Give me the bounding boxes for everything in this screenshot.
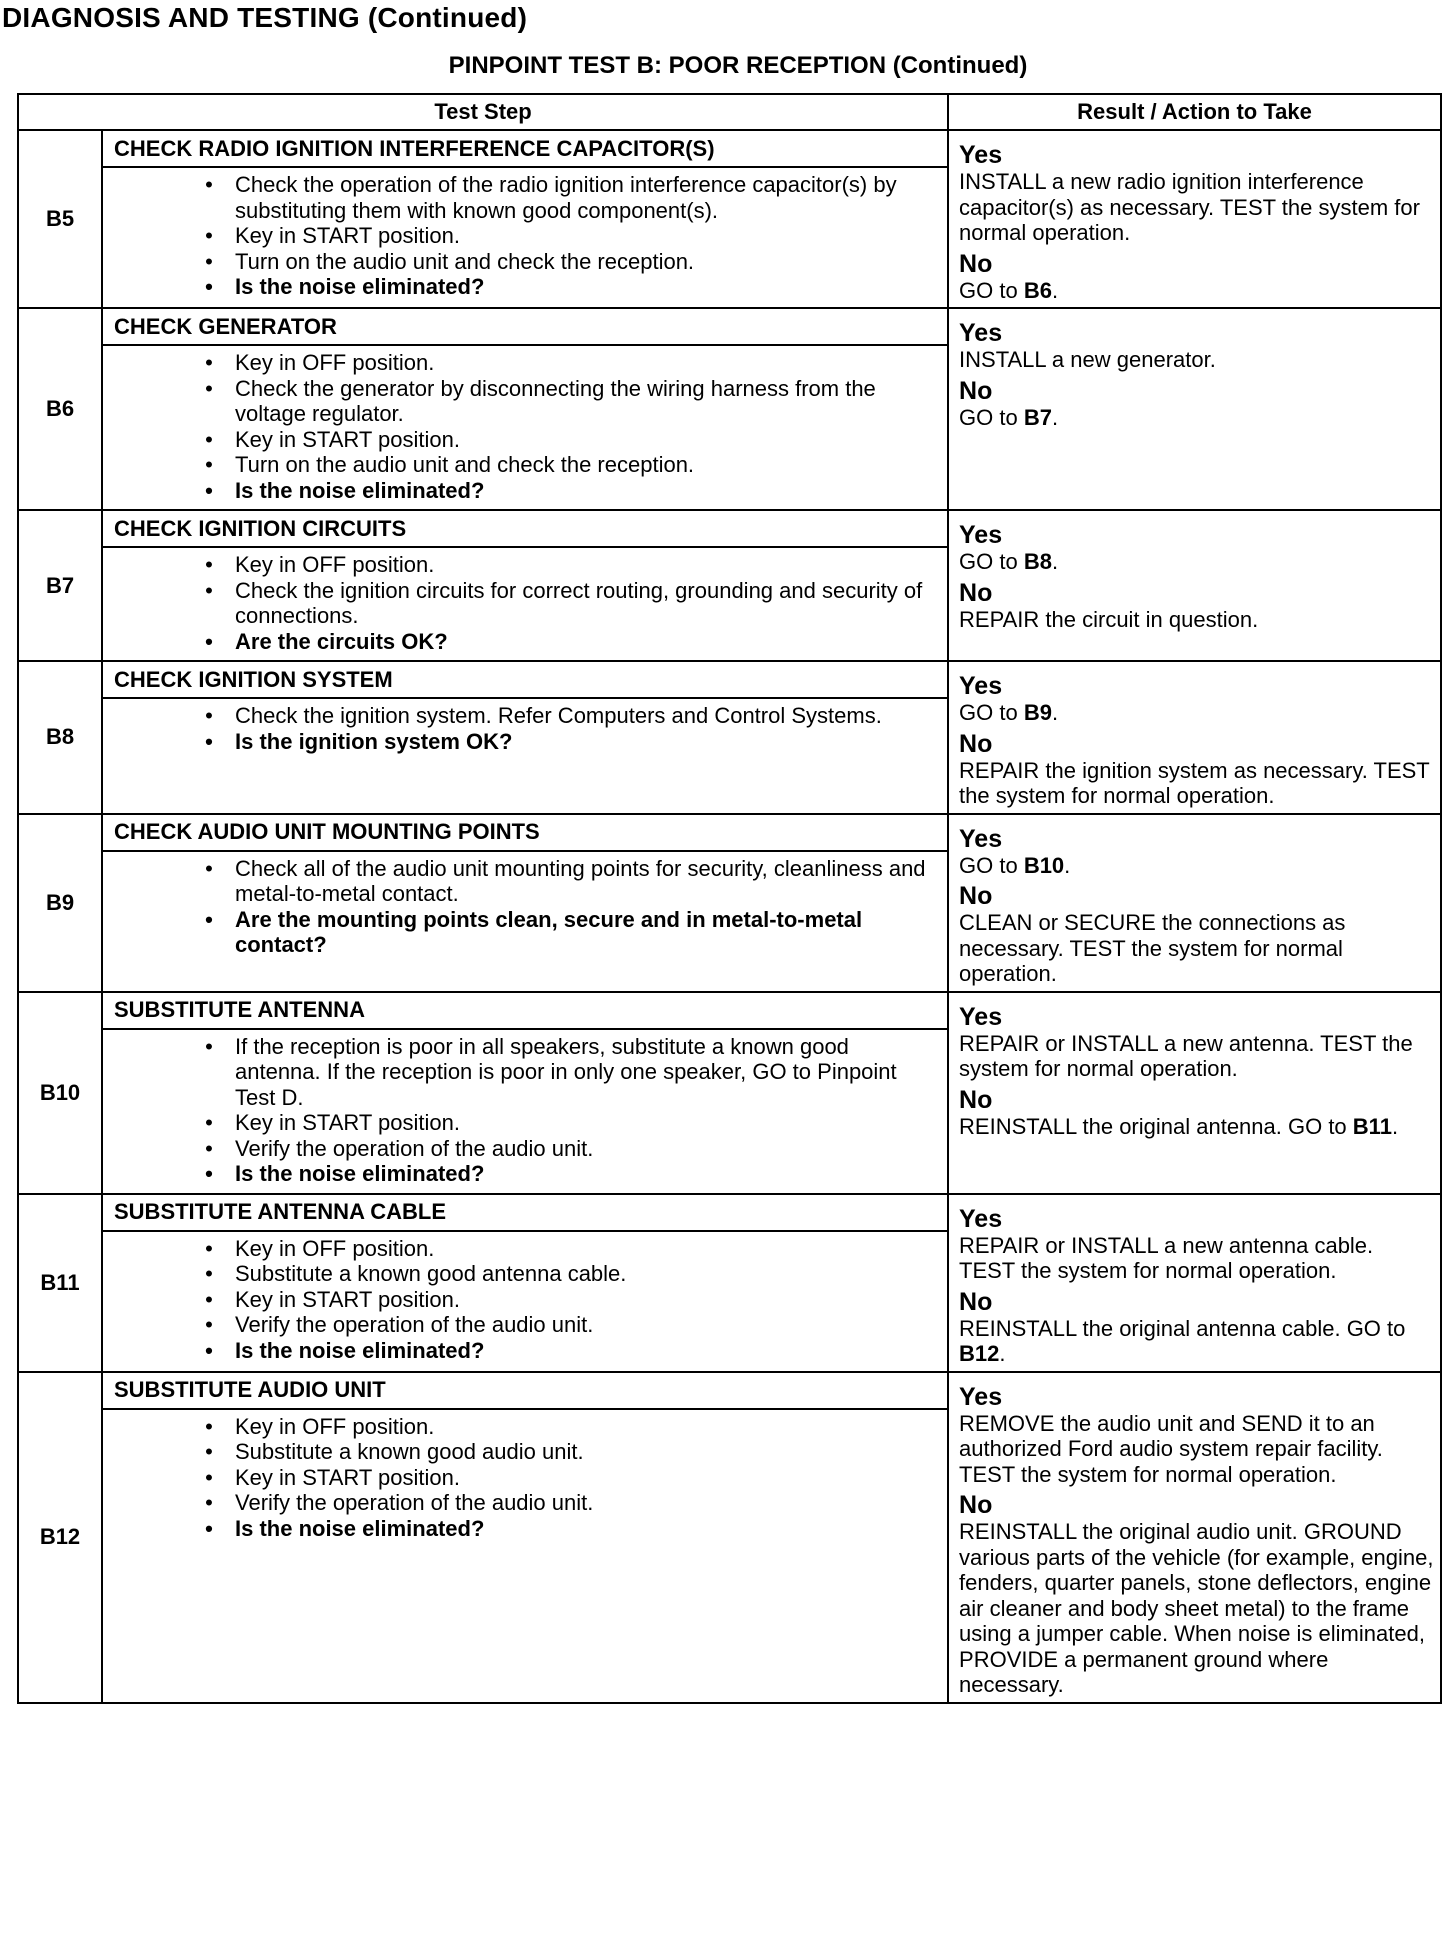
bullet-icon: • xyxy=(205,1464,213,1490)
no-label: No xyxy=(959,1085,993,1114)
yes-label: Yes xyxy=(959,319,1003,347)
instruction-text: Verify the operation of the audio unit. xyxy=(235,1312,594,1337)
action-text: CLEAN or SECURE the connections as necessary. TEST the system for normal operation. xyxy=(959,910,1346,986)
result-action-text xyxy=(959,1114,1434,1140)
bullet-icon: • xyxy=(205,1161,213,1186)
pinpoint-test-title: PINPOINT TEST B: POOR RECEPTION (Continued) xyxy=(448,52,1028,79)
instruction-item xyxy=(103,703,937,729)
instruction-item xyxy=(103,350,937,376)
step-title: SUBSTITUTE ANTENNA CABLE xyxy=(102,1194,948,1231)
step-instructions xyxy=(102,1231,948,1372)
step-id: B9 xyxy=(18,814,102,992)
instruction-text: Check the ignition system. Refer Computers and Control Systems. xyxy=(235,703,882,728)
instruction-item xyxy=(103,552,937,578)
yes-label: Yes xyxy=(959,521,1003,549)
result-cell xyxy=(948,1372,1441,1703)
instruction-item xyxy=(103,1465,937,1491)
result-action-text xyxy=(959,278,1434,304)
bullet-icon: • xyxy=(205,375,213,401)
action-text: . xyxy=(999,1341,1006,1366)
step-title: CHECK IGNITION CIRCUITS xyxy=(102,510,948,547)
instruction-item xyxy=(103,1490,937,1516)
instruction-list xyxy=(103,552,937,654)
bullet-icon: • xyxy=(205,350,213,375)
question-item xyxy=(103,478,937,504)
instruction-item xyxy=(103,1110,937,1136)
question-item xyxy=(103,1516,937,1542)
step-title-row xyxy=(18,1372,1441,1409)
instruction-list xyxy=(103,703,937,754)
result-cell xyxy=(948,992,1441,1194)
instruction-text: Check the ignition circuits for correct routing, grounding and security of connections. xyxy=(235,577,923,628)
instruction-item xyxy=(103,172,937,223)
instruction-text: Is the ignition system OK? xyxy=(235,728,513,754)
instruction-text: Verify the operation of the audio unit. xyxy=(235,1490,594,1515)
yes-label: Yes xyxy=(959,1204,1003,1233)
instruction-text: Substitute a known good audio unit. xyxy=(235,1439,584,1464)
instruction-text: Is the noise eliminated? xyxy=(235,1337,485,1363)
step-instructions xyxy=(102,167,948,308)
step-title-row xyxy=(18,814,1441,851)
instruction-text: Are the mounting points clean, secure and in metal-to-metal contact? xyxy=(235,906,863,957)
step-title-row xyxy=(18,992,1441,1029)
question-item xyxy=(103,729,937,755)
yes-label: Yes xyxy=(959,824,1003,853)
step-instructions xyxy=(102,547,948,661)
instruction-list xyxy=(103,1236,937,1364)
instruction-text: Key in START position. xyxy=(235,426,460,452)
test-step-header: Test Step xyxy=(18,94,948,130)
instruction-text: Check the operation of the radio ignition interference capacitor(s) by substituting them with known good component(s). xyxy=(235,172,897,223)
result-action-text xyxy=(959,169,1434,246)
bullet-icon: • xyxy=(205,552,213,577)
step-instructions xyxy=(102,345,948,510)
action-text: REPAIR or INSTALL a new antenna cable. TEST the system for normal operation. xyxy=(959,1232,1374,1283)
result-action-text xyxy=(959,607,1434,633)
action-text: REINSTALL the original antenna cable. GO to xyxy=(959,1315,1406,1341)
step-title: SUBSTITUTE ANTENNA xyxy=(102,992,948,1029)
bullet-icon: • xyxy=(205,1110,213,1135)
instruction-text: Check the generator by disconnecting the wiring harness from the voltage regulator. xyxy=(235,375,876,426)
step-id: B8 xyxy=(18,661,102,814)
question-item xyxy=(103,1161,937,1187)
instruction-text: Turn on the audio unit and check the reception. xyxy=(235,452,695,477)
result-action-text xyxy=(959,1411,1434,1488)
instruction-item xyxy=(103,1236,937,1262)
bullet-icon: • xyxy=(205,1490,213,1515)
no-label: No xyxy=(959,1287,993,1316)
result-cell xyxy=(948,1194,1441,1372)
step-id: B10 xyxy=(18,992,102,1194)
action-text: REPAIR the circuit in question. xyxy=(959,606,1259,632)
step-title-row xyxy=(18,130,1441,167)
result-action-text xyxy=(959,1233,1434,1284)
instruction-text: Is the noise eliminated? xyxy=(235,1161,485,1186)
result-action-text xyxy=(959,1519,1434,1698)
bullet-icon: • xyxy=(205,1286,213,1312)
instruction-item xyxy=(103,452,937,478)
instruction-text: Turn on the audio unit and check the reception. xyxy=(235,248,695,274)
result-action-text xyxy=(959,1031,1434,1082)
bullet-icon: • xyxy=(205,477,213,503)
question-item xyxy=(103,274,937,300)
bullet-icon: • xyxy=(205,577,213,603)
instruction-item xyxy=(103,1414,937,1440)
step-instructions xyxy=(102,1409,948,1703)
instruction-item xyxy=(103,376,937,427)
no-label: No xyxy=(959,249,993,278)
bullet-icon: • xyxy=(205,1135,213,1161)
action-text: REPAIR the ignition system as necessary. TEST the system for normal operation. xyxy=(959,757,1430,808)
no-label: No xyxy=(959,729,993,758)
bullet-icon: • xyxy=(205,426,213,452)
instruction-text: Key in OFF position. xyxy=(235,350,435,375)
step-title: CHECK RADIO IGNITION INTERFERENCE CAPACITOR(S) xyxy=(102,130,948,167)
action-text: REINSTALL the original audio unit. GROUND various parts of the vehicle (for example, engine, fenders, quarter panels, stone deflectors, engine air cleaner and body sheet metal) to the frame using a jumper cable. When noise is eliminated, PROVIDE a permanent ground where necessary. xyxy=(959,1519,1434,1697)
bullet-icon: • xyxy=(205,628,213,654)
result-action-text xyxy=(959,853,1434,879)
step-id: B5 xyxy=(18,130,102,308)
action-text: . xyxy=(1051,700,1059,725)
instruction-text: Key in OFF position. xyxy=(235,1235,435,1261)
instruction-item xyxy=(103,1312,937,1338)
result-cell xyxy=(948,661,1441,814)
yes-label: Yes xyxy=(959,672,1003,700)
instruction-text: Key in START position. xyxy=(235,1464,460,1490)
instruction-item xyxy=(103,427,937,453)
step-title: CHECK GENERATOR xyxy=(102,308,948,345)
question-item xyxy=(103,907,937,958)
action-text: GO to xyxy=(959,700,1024,725)
instruction-item xyxy=(103,1287,937,1313)
question-item xyxy=(103,629,937,655)
instruction-text: Key in OFF position. xyxy=(235,1413,435,1439)
result-action-text xyxy=(959,549,1434,575)
action-text: GO to xyxy=(959,549,1024,574)
bullet-icon: • xyxy=(205,906,213,932)
instruction-item xyxy=(103,249,937,275)
result-action-text xyxy=(959,405,1434,431)
no-label: No xyxy=(959,882,993,910)
instruction-item xyxy=(103,1136,937,1162)
bullet-icon: • xyxy=(205,728,213,754)
result-cell xyxy=(948,130,1441,308)
action-text: . xyxy=(1391,1113,1399,1139)
step-reference: B11 xyxy=(1352,1113,1392,1139)
action-text: . xyxy=(1051,549,1059,574)
result-cell xyxy=(948,814,1441,992)
step-reference: B7 xyxy=(1023,404,1052,430)
step-title: CHECK IGNITION SYSTEM xyxy=(102,661,948,698)
step-instructions xyxy=(102,698,948,814)
step-title-row xyxy=(18,308,1441,345)
step-title-row xyxy=(18,661,1441,698)
step-id: B12 xyxy=(18,1372,102,1703)
action-text: INSTALL a new radio ignition interference capacitor(s) as necessary. TEST the system for normal operation. xyxy=(959,169,1420,245)
bullet-icon: • xyxy=(205,1515,213,1541)
instruction-list xyxy=(103,1034,937,1187)
step-instructions xyxy=(102,1029,948,1194)
yes-label: Yes xyxy=(959,1002,1003,1031)
action-text: INSTALL a new generator. xyxy=(959,347,1216,372)
instruction-text: Substitute a known good antenna cable. xyxy=(235,1261,627,1286)
no-label: No xyxy=(959,1491,993,1519)
action-text: GO to xyxy=(959,404,1024,430)
bullet-icon: • xyxy=(205,1235,213,1261)
action-text: . xyxy=(1051,277,1059,303)
page-title: DIAGNOSIS AND TESTING (Continued) xyxy=(2,2,528,33)
step-title: SUBSTITUTE AUDIO UNIT xyxy=(102,1372,948,1409)
action-text: REMOVE the audio unit and SEND it to an authorized Ford audio system repair facility. TEST the system for normal operation. xyxy=(959,1410,1383,1487)
yes-label: Yes xyxy=(959,141,1003,169)
bullet-icon: • xyxy=(205,274,213,299)
no-label: No xyxy=(959,376,993,405)
instruction-item xyxy=(103,1034,937,1111)
step-title-row xyxy=(18,510,1441,547)
instruction-text: Key in OFF position. xyxy=(235,552,435,577)
bullet-icon: • xyxy=(205,1312,213,1337)
step-id: B7 xyxy=(18,510,102,661)
instruction-text: Key in START position. xyxy=(235,223,460,248)
action-text: REPAIR or INSTALL a new antenna. TEST the system for normal operation. xyxy=(959,1030,1413,1081)
bullet-icon: • xyxy=(205,703,213,728)
bullet-icon: • xyxy=(205,1439,213,1464)
instruction-text: Is the noise eliminated? xyxy=(235,274,485,299)
action-text: REINSTALL the original antenna. GO to xyxy=(959,1113,1353,1139)
bullet-icon: • xyxy=(205,1033,213,1059)
step-instructions xyxy=(102,851,948,992)
instruction-text: Key in START position. xyxy=(235,1110,460,1135)
instruction-text: Verify the operation of the audio unit. xyxy=(235,1135,594,1161)
result-action-text xyxy=(959,758,1434,809)
instruction-text: If the reception is poor in all speakers, substitute a known good antenna. If the reception is poor in only one speaker, GO to Pinpoint Test D. xyxy=(235,1033,897,1110)
bullet-icon: • xyxy=(205,248,213,274)
result-action-text xyxy=(959,1316,1434,1367)
instruction-list xyxy=(103,350,937,503)
instruction-text: Are the circuits OK? xyxy=(235,628,448,654)
step-title: CHECK AUDIO UNIT MOUNTING POINTS xyxy=(102,814,948,851)
step-reference: B8 xyxy=(1023,549,1052,574)
bullet-icon: • xyxy=(205,1337,213,1363)
step-reference: B6 xyxy=(1023,277,1052,303)
bullet-icon: • xyxy=(205,1261,213,1286)
result-action-text xyxy=(959,700,1434,726)
bullet-icon: • xyxy=(205,223,213,248)
instruction-item xyxy=(103,223,937,249)
test-table xyxy=(17,93,1442,1704)
instruction-text: Is the noise eliminated? xyxy=(235,1515,485,1541)
instruction-list xyxy=(103,856,937,958)
bullet-icon: • xyxy=(205,1413,213,1439)
instruction-item xyxy=(103,1439,937,1465)
instruction-text: Check all of the audio unit mounting points for security, cleanliness and metal-to-metal contact. xyxy=(235,855,926,906)
step-title-row xyxy=(18,1194,1441,1231)
step-id: B6 xyxy=(18,308,102,510)
step-reference: B9 xyxy=(1023,700,1052,725)
result-cell xyxy=(948,308,1441,510)
step-reference: B10 xyxy=(1023,852,1065,878)
result-action-text xyxy=(959,347,1434,373)
table-header-row xyxy=(18,94,1441,130)
result-header: Result / Action to Take xyxy=(948,94,1441,130)
instruction-text: Key in START position. xyxy=(235,1286,460,1312)
result-cell xyxy=(948,510,1441,661)
instruction-list xyxy=(103,172,937,300)
bullet-icon: • xyxy=(205,452,213,477)
step-reference: B12 xyxy=(959,1341,1000,1366)
instruction-item xyxy=(103,578,937,629)
bullet-icon: • xyxy=(205,855,213,881)
instruction-list xyxy=(103,1414,937,1542)
step-id: B11 xyxy=(18,1194,102,1372)
action-text: GO to xyxy=(959,277,1024,303)
action-text: . xyxy=(1064,852,1071,878)
no-label: No xyxy=(959,578,993,607)
action-text: GO to xyxy=(959,852,1024,878)
instruction-item xyxy=(103,856,937,907)
result-action-text xyxy=(959,910,1434,987)
question-item xyxy=(103,1338,937,1364)
table-body xyxy=(18,130,1441,1703)
action-text: . xyxy=(1051,404,1059,430)
bullet-icon: • xyxy=(205,172,213,197)
yes-label: Yes xyxy=(959,1382,1003,1411)
instruction-item xyxy=(103,1261,937,1287)
instruction-text: Is the noise eliminated? xyxy=(235,477,485,503)
